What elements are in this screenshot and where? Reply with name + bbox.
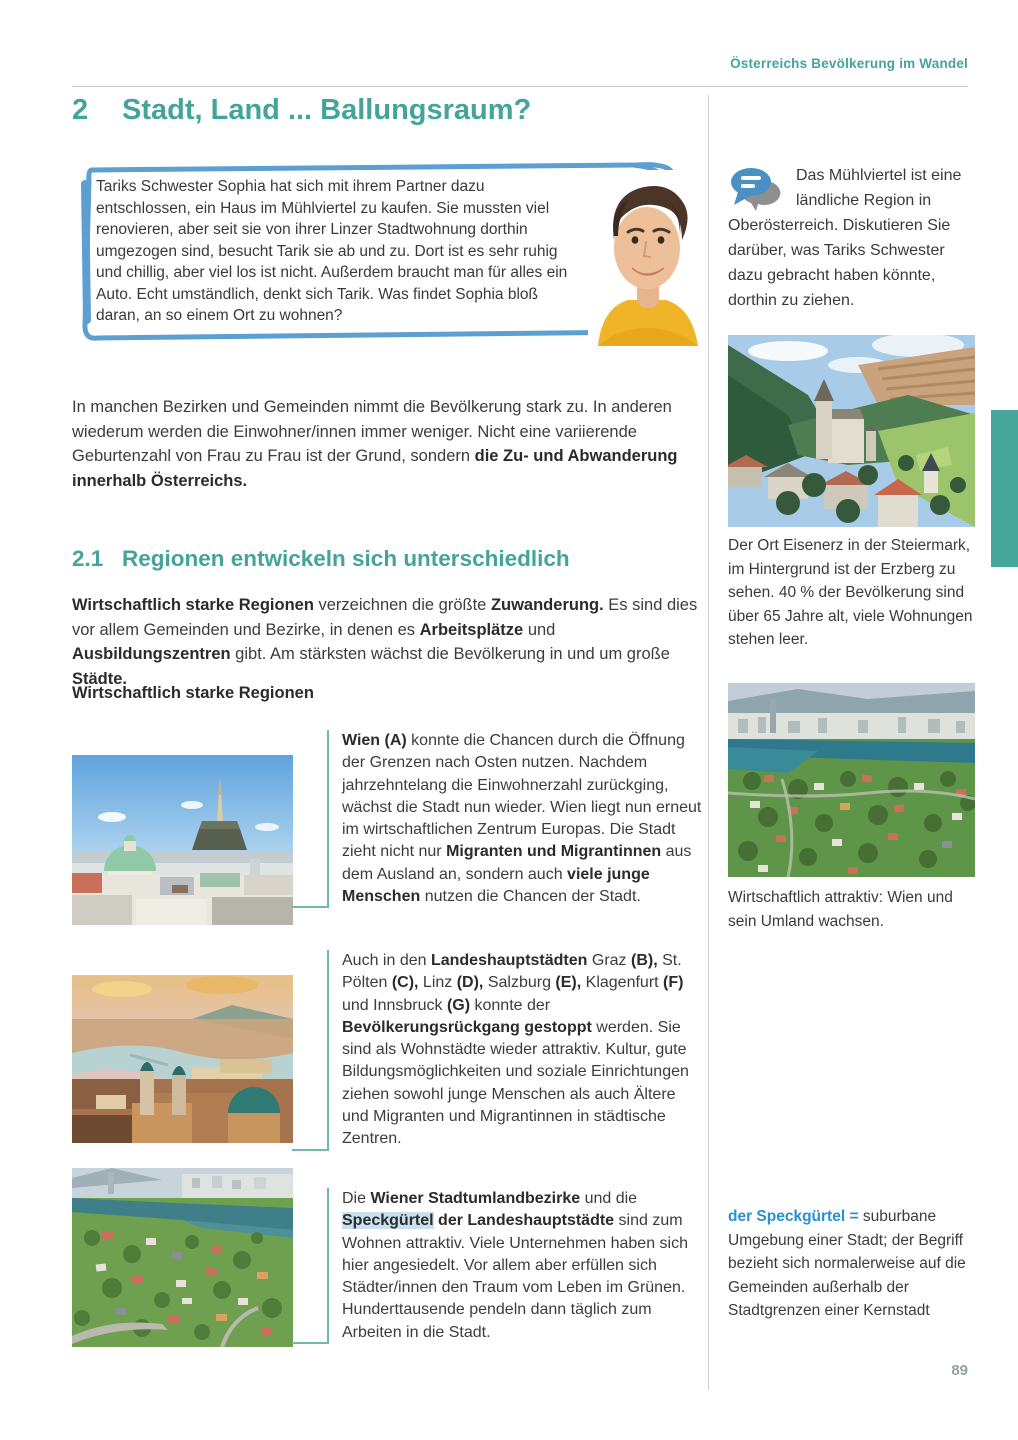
text-segment: der Speckgürtel = [728, 1208, 863, 1225]
figure1-caption: Der Ort Eisenerz in der Steiermark, im Hintergrund ist der Erzberg zu sehen. 40 % der Bevölkerung sind über 65 Jahre alt, viele Wohnungen stehen leer. [728, 537, 973, 648]
text-segment: Städte. [72, 669, 128, 688]
wien-paragraph [327, 730, 704, 908]
bracket-foot [292, 1342, 329, 1344]
text-segment: suburbane Umgebung einer Stadt; der Begriff bezieht sich normalerweise auf die Gemeinden außerhalb der Stadtgrenzen einer Kernstadt [728, 1208, 966, 1319]
speech-bubbles-icon [728, 165, 790, 211]
text-segment: konnte der [470, 996, 551, 1014]
wien-stephansdom-skyline-photo [72, 755, 293, 925]
text-segment: Die [342, 1190, 371, 1207]
text-segment: und Innsbruck [342, 996, 447, 1014]
running-header: Österreichs Bevölkerung im Wandel [730, 56, 968, 71]
task-text: Das Mühlviertel ist eine ländliche Region in Oberösterreich. Diskutieren Sie darüber, was Tariks Schwester dazu gebracht haben könnte, dorthin zu ziehen. [728, 167, 962, 309]
tarik-portrait-photo [588, 170, 706, 346]
bracket-foot [292, 906, 329, 908]
salzburg-city-river-photo [72, 975, 293, 1143]
speckguertel-definition [728, 1205, 986, 1323]
text-segment: Wiener Stadtumlandbezirke [370, 1190, 581, 1207]
section-title: Regionen entwickeln sich unterschiedlich [122, 546, 570, 571]
chapter-heading [72, 94, 702, 127]
chapter-edge-tab [991, 410, 1018, 567]
section-number: 2.1 [72, 546, 104, 571]
text-segment: (B), [630, 952, 658, 969]
text-segment: sind zum Wohnen attraktiv. Viele Unternehmen haben sich hier angesiedelt. Vor allem aber erfüllen sich Städter/innen den Traum vom Leben im Grünen. Hunderttausende pendeln dann täglich zum Arbeiten in die Stadt. [342, 1212, 688, 1341]
speckguertel-paragraph [327, 1188, 704, 1344]
text-segment: der Landeshauptstädte [433, 1212, 615, 1230]
text-segment: Landeshauptstädten [430, 952, 588, 969]
text-segment: werden. Sie sind als Wohnstädte wieder attraktiv. Kultur, gute Bildungsmöglichkeiten und soziale Einrichtungen ziehen sowohl junge Menschen als auch Ältere und Migranten und Migrantinnen in städtische Zentren. [342, 1018, 689, 1148]
text-segment: Es sind dies vor allem Gemeinden und Bezirke, in denen es [72, 596, 698, 639]
column-divider [708, 95, 709, 1390]
text-segment: gibt. Am stärksten wächst die Bevölkerung in und um große [230, 645, 670, 663]
chapter-title: Stadt, Land ... Ballungsraum? [122, 94, 532, 126]
landeshauptstaedte-paragraph [327, 950, 704, 1151]
header-rule [72, 86, 968, 87]
wien-umland-aerial-photo [728, 683, 975, 877]
text-segment: Klagenfurt [581, 974, 664, 992]
intro-story-text: Tariks Schwester Sophia hat sich mit ihrem Partner dazu entschlossen, ein Haus im Mühlviertel zu kaufen. Sie mussten viel renovieren, aber seit sie von ihrer Linzer Stadtwohnung dorthin umgezogen sind, besucht Tarik sie ab und zu. Dort ist es sehr ruhig und chillig, aber viel los ist nicht. Außerdem braucht man für alles ein Auto. Echt umständlich, denkt sich Tarik. Was findet Sophia bloß daran, an so einem Ort zu wohnen? [96, 178, 568, 324]
text-segment: Speckgürtel [342, 1212, 434, 1230]
text-segment: viele junge Menschen [342, 865, 650, 906]
intro-paragraph [72, 395, 702, 493]
text-segment: Ausbildungszentren [72, 645, 231, 663]
chapter-number: 2 [72, 94, 89, 126]
text-segment: (E), [555, 974, 582, 992]
text-segment: Bevölkerungsrückgang gestoppt [342, 1018, 592, 1036]
text-segment: (C), [391, 974, 419, 992]
text-segment: Arbeitsplätze [419, 620, 524, 639]
discussion-task [728, 163, 980, 313]
text-segment: (F) [663, 974, 684, 992]
text-segment: Linz [418, 974, 457, 992]
text-segment: Wien (A) [342, 732, 407, 749]
section-intro-paragraph [72, 593, 702, 691]
text-segment: und die [580, 1190, 638, 1207]
text-segment: (G) [446, 996, 471, 1014]
text-segment: Wirtschaftlich starke Regionen [72, 596, 314, 614]
text-segment: Auch in den [342, 952, 431, 969]
page-number: 89 [951, 1362, 968, 1379]
text-segment: die Zu- und Abwanderung innerhalb Österreichs. [72, 447, 678, 490]
text-segment: konnte die Chancen durch die Öffnung der Grenzen nach Osten nutzen. Nachdem jahrzehntelang die Einwohnerzahl zurückging, wächst die Stadt nun wieder. Wien liegt nun erneut im wirtschaftlichen Zentrum Europas. Die Stadt zieht nicht nur [342, 732, 702, 861]
text-segment: Salzburg [483, 974, 556, 992]
text-segment: nutzen die Chancen der Stadt. [420, 888, 641, 906]
bracket-foot [292, 1149, 329, 1151]
section-heading [72, 546, 702, 572]
text-segment: In manchen Bezirken und Gemeinden nimmt die Bevölkerung stark zu. In anderen wiederum werden die Einwohner/innen immer weniger. Nicht eine variierende Geburtenzahl von Frau zu Frau ist der Grund, sondern [72, 398, 672, 465]
suburb-aerial-photo [72, 1168, 293, 1347]
text-segment: St. Pölten [342, 952, 682, 992]
text-segment: Zuwanderung. [490, 596, 604, 614]
subheading: Wirtschaftlich starke Regionen [72, 684, 314, 702]
text-segment: verzeichnen die größte [313, 596, 491, 614]
figure2-caption: Wirtschaftlich attraktiv: Wien und sein Umland wachsen. [728, 889, 953, 930]
text-segment: (D), [456, 974, 484, 992]
eisenerz-erzberg-photo [728, 335, 975, 527]
text-segment: aus dem Ausland an, sondern auch [342, 843, 692, 883]
text-segment: und [523, 620, 556, 639]
text-segment: Graz [587, 952, 631, 969]
text-segment: Migranten und Migrantinnen [446, 843, 662, 861]
